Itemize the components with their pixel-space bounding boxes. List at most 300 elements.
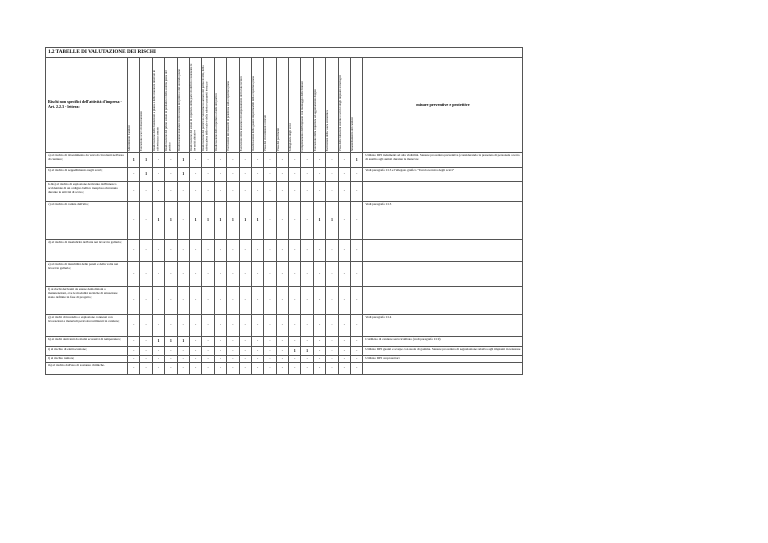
- risk-value-cell: -: [227, 356, 239, 363]
- risk-value-cell: -: [128, 337, 140, 347]
- risk-value-cell: -: [239, 287, 251, 315]
- risk-value-cell: -: [313, 363, 325, 375]
- activity-column-header: [189, 58, 201, 153]
- preventive-measures: Utilizzo DPI otoprotettori: [363, 356, 523, 363]
- risk-value-cell: -: [351, 347, 363, 356]
- risk-value-cell: -: [313, 337, 325, 347]
- risk-value-cell: 1: [326, 202, 338, 240]
- risk-value-cell: 1: [202, 202, 214, 240]
- preventive-measures: Utilizzo DPI guanti e scarpe con suola di gomma. Stesure procedura di segnalazione relativa agli impianti in tensione: [363, 347, 523, 356]
- risk-value-cell: -: [301, 153, 313, 168]
- risk-value-cell: -: [313, 356, 325, 363]
- risk-value-cell: -: [214, 356, 226, 363]
- risk-value-cell: -: [338, 347, 350, 356]
- risk-value-cell: -: [264, 262, 276, 287]
- risk-value-cell: -: [326, 262, 338, 287]
- risk-value-cell: -: [165, 153, 177, 168]
- activity-column-header: [289, 58, 301, 153]
- risk-value-cell: -: [276, 262, 288, 287]
- risk-value-cell: -: [351, 240, 363, 262]
- risk-value-cell: -: [313, 182, 325, 202]
- risk-value-cell: -: [189, 262, 201, 287]
- preventive-measures: [363, 182, 523, 202]
- risk-value-cell: -: [301, 337, 313, 347]
- risk-value-cell: 1: [301, 347, 313, 356]
- risk-value-cell: -: [189, 356, 201, 363]
- risk-value-cell: 1: [189, 202, 201, 240]
- risk-value-cell: -: [313, 153, 325, 168]
- risk-value-cell: -: [289, 315, 301, 337]
- risk-description: h) ai rischi derivanti da sbalzi eccessivi di temperatura;: [46, 337, 128, 347]
- risk-value-cell: -: [239, 347, 251, 356]
- risk-value-cell: -: [128, 182, 140, 202]
- preventive-measures: L'utilizzo di cantiere sarà ricalibato (vedi paragrafo C19): [363, 337, 523, 347]
- risk-description: d) al rischio di insalubrità dell'aria nei lavori in galleria;: [46, 240, 128, 262]
- risk-value-cell: 1: [214, 202, 226, 240]
- risk-value-cell: -: [313, 168, 325, 182]
- risk-value-cell: -: [165, 262, 177, 287]
- risk-value-cell: -: [165, 315, 177, 337]
- risk-value-cell: -: [140, 287, 152, 315]
- risk-value-cell: -: [338, 356, 350, 363]
- risk-value-cell: -: [128, 168, 140, 182]
- risk-value-cell: -: [251, 168, 263, 182]
- risk-value-cell: -: [289, 287, 301, 315]
- table-row: [46, 287, 523, 315]
- preventive-measures: Vedi paragrafo C14: [363, 315, 523, 337]
- risk-value-cell: -: [326, 315, 338, 337]
- risk-value-cell: -: [301, 168, 313, 182]
- risk-value-cell: -: [140, 202, 152, 240]
- table-row: [46, 202, 523, 240]
- risk-value-cell: -: [165, 363, 177, 375]
- risk-value-cell: -: [189, 363, 201, 375]
- preventive-measures: Utilizzo DPI indumenti ad alta visibilità. Stesure procedura preventiva (considerando la presenza di personale a terra di ausilio agli autisti durante le manovre: [363, 153, 523, 168]
- risk-value-cell: -: [313, 262, 325, 287]
- risk-value-cell: -: [227, 337, 239, 347]
- risk-value-cell: -: [214, 262, 226, 287]
- risk-value-cell: -: [276, 356, 288, 363]
- activity-column-label: Posa delle tubazioni esterne e servizi degli impianti tecnologici: [337, 75, 342, 151]
- risk-value-cell: -: [251, 356, 263, 363]
- risk-value-cell: -: [338, 337, 350, 347]
- risk-value-cell: -: [189, 153, 201, 168]
- risk-value-cell: -: [351, 287, 363, 315]
- risk-value-cell: -: [214, 153, 226, 168]
- risk-value-cell: -: [251, 337, 263, 347]
- risk-value-cell: -: [289, 337, 301, 347]
- risk-value-cell: -: [276, 168, 288, 182]
- activity-column-label: Realizzazione delle guaine impermeabili della copertura piana: [250, 76, 255, 151]
- risk-value-cell: -: [289, 202, 301, 240]
- activity-column-label: Realizzazione dei portici in calcestruzzo armato del primo livello, della soletta piena delle scale e della soletta e parapetti terrazzo: [201, 65, 209, 151]
- table-row: [46, 182, 523, 202]
- risk-value-cell: -: [177, 315, 189, 337]
- risk-value-cell: 1: [140, 153, 152, 168]
- activity-column-label: Posa dei pavimenti: [275, 128, 280, 151]
- risk-value-cell: -: [264, 287, 276, 315]
- risk-value-cell: -: [227, 168, 239, 182]
- risk-value-cell: 1: [165, 337, 177, 347]
- risk-value-cell: -: [152, 240, 164, 262]
- risk-value-cell: -: [177, 363, 189, 375]
- risk-value-cell: 1: [251, 202, 263, 240]
- risk-value-cell: -: [227, 347, 239, 356]
- activity-column-label: Esecuzione della copertura ad aggottamento doppio: [312, 88, 317, 151]
- activity-column-label: Completamento dell'impianto con montaggio delle finiture: [300, 80, 305, 151]
- risk-value-cell: -: [189, 240, 201, 262]
- risk-value-cell: -: [338, 287, 350, 315]
- risk-value-cell: -: [214, 240, 226, 262]
- risk-value-cell: -: [251, 315, 263, 337]
- risk-value-cell: -: [202, 240, 214, 262]
- risk-value-cell: -: [276, 202, 288, 240]
- risk-value-cell: -: [251, 347, 263, 356]
- table-row: [46, 315, 523, 337]
- risk-value-cell: -: [202, 262, 214, 287]
- risk-value-cell: -: [351, 182, 363, 202]
- risk-value-cell: -: [227, 182, 239, 202]
- risk-value-cell: -: [289, 168, 301, 182]
- risk-value-cell: -: [326, 337, 338, 347]
- risk-value-cell: -: [326, 356, 338, 363]
- risk-value-cell: -: [152, 287, 164, 315]
- risk-value-cell: -: [189, 182, 201, 202]
- risk-value-cell: 1: [165, 202, 177, 240]
- risk-value-cell: 1: [177, 337, 189, 347]
- activity-column-header: [264, 58, 276, 153]
- risk-value-cell: -: [152, 168, 164, 182]
- risk-value-cell: -: [189, 315, 201, 337]
- risk-value-cell: -: [239, 182, 251, 202]
- risk-value-cell: -: [313, 347, 325, 356]
- risk-value-cell: -: [165, 240, 177, 262]
- risk-value-cell: -: [338, 262, 350, 287]
- risk-value-cell: -: [177, 287, 189, 315]
- risk-value-cell: -: [276, 363, 288, 375]
- risk-description: m) al rischio dall'uso di sostanze chimiche.: [46, 363, 128, 375]
- activity-column-header: [152, 58, 164, 153]
- risk-value-cell: -: [177, 182, 189, 202]
- risk-value-cell: -: [264, 168, 276, 182]
- risk-value-cell: -: [152, 347, 164, 356]
- risk-value-cell: -: [140, 315, 152, 337]
- risk-value-cell: -: [264, 315, 276, 337]
- risk-value-cell: -: [177, 262, 189, 287]
- risk-value-cell: -: [326, 363, 338, 375]
- risk-description: b) al rischio di seppellimento negli scavi;: [46, 168, 128, 182]
- risk-value-cell: -: [227, 153, 239, 168]
- activity-column-header: [128, 58, 140, 153]
- risk-value-cell: -: [152, 315, 164, 337]
- risk-value-cell: -: [338, 240, 350, 262]
- risk-value-cell: -: [251, 262, 263, 287]
- risk-value-cell: -: [276, 315, 288, 337]
- activity-column-header: [214, 58, 226, 153]
- table-row: [46, 337, 523, 347]
- risk-value-cell: -: [189, 287, 201, 315]
- risk-value-cell: -: [351, 337, 363, 347]
- risk-value-cell: -: [301, 240, 313, 262]
- risk-value-cell: -: [140, 337, 152, 347]
- risk-value-cell: -: [301, 182, 313, 202]
- risk-value-cell: -: [165, 356, 177, 363]
- table-row: [46, 240, 523, 262]
- risk-value-cell: -: [264, 240, 276, 262]
- risk-description: e) al rischio di instabilità delle pareti e della volta nei lavori in galleria;: [46, 262, 128, 287]
- risk-value-cell: -: [202, 337, 214, 347]
- activity-column-header: [251, 58, 263, 153]
- activity-column-label: Realizzazione della copertura a falde del portico: [213, 93, 218, 151]
- risk-value-cell: -: [128, 262, 140, 287]
- risk-value-cell: -: [152, 363, 164, 375]
- activity-column-header: [338, 58, 350, 153]
- preventive-measures: Vedi paragrafo C13 e l'allegato grafico "Tavola tecnica degli scavi": [363, 168, 523, 182]
- risk-value-cell: 1: [313, 202, 325, 240]
- risk-value-cell: -: [301, 202, 313, 240]
- risk-value-cell: -: [128, 315, 140, 337]
- risk-value-cell: -: [227, 287, 239, 315]
- risk-value-cell: -: [152, 356, 164, 363]
- risk-value-cell: -: [128, 287, 140, 315]
- risk-assessment-document: [45, 47, 523, 375]
- risk-value-cell: -: [264, 363, 276, 375]
- risk-value-cell: -: [351, 356, 363, 363]
- preventive-measures: [363, 262, 523, 287]
- risk-value-cell: -: [338, 153, 350, 168]
- risk-value-cell: -: [152, 262, 164, 287]
- risk-value-cell: -: [177, 347, 189, 356]
- activity-column-header: [313, 58, 325, 153]
- preventive-measures: [363, 363, 523, 375]
- activity-column-label: Esecuzione dei massetti di pendenza sulla copertura piana: [226, 81, 231, 151]
- table-row: [46, 356, 523, 363]
- risk-value-cell: -: [289, 153, 301, 168]
- risk-value-cell: -: [338, 315, 350, 337]
- risk-value-cell: -: [239, 337, 251, 347]
- risk-value-cell: -: [276, 153, 288, 168]
- activity-column-header: [351, 58, 363, 153]
- activity-column-label: Allestimento Cantiere: [127, 124, 131, 151]
- activity-column-label: Smantellamento del cantiere: [350, 116, 355, 151]
- risk-value-cell: -: [140, 240, 152, 262]
- activity-column-label: Esecuzione scavi di sbancamento: [139, 110, 144, 151]
- risk-description: f) ai rischi derivanti da estese demolizioni o manutenzioni, ove le modalità tecniche di attuazione siano definite in fase di progetto;: [46, 287, 128, 315]
- activity-column-label: Realizzazione delle fondazioni a platea e delle murature interrate in calcestruzzo armato: [151, 69, 160, 151]
- activity-column-header: [239, 58, 251, 153]
- risk-value-cell: -: [326, 347, 338, 356]
- risk-value-cell: -: [301, 287, 313, 315]
- risk-value-cell: -: [338, 202, 350, 240]
- table-row: [46, 168, 523, 182]
- activity-column-header: [301, 58, 313, 153]
- risk-value-cell: -: [239, 356, 251, 363]
- risk-description: c) al rischio di caduta dall'alto;: [46, 202, 128, 240]
- risk-value-cell: -: [165, 287, 177, 315]
- risk-value-cell: -: [177, 240, 189, 262]
- activity-column-label: Realizzazione del solaio di copertura della parte di edificio contenente le tre unità abitative: [188, 63, 197, 151]
- risk-value-cell: 1: [239, 202, 251, 240]
- risk-value-cell: -: [251, 153, 263, 168]
- activity-column-label: Posa dei rivestimenti verticali: [263, 115, 268, 151]
- activity-column-header: [177, 58, 189, 153]
- risk-value-cell: -: [326, 153, 338, 168]
- risk-value-cell: 1: [152, 337, 164, 347]
- preventive-measures: Vedi paragrafo C13: [363, 202, 523, 240]
- risk-value-cell: -: [289, 240, 301, 262]
- risk-value-cell: -: [202, 153, 214, 168]
- risk-value-cell: -: [338, 182, 350, 202]
- risk-value-cell: -: [140, 262, 152, 287]
- risk-value-cell: -: [239, 168, 251, 182]
- risk-value-cell: -: [189, 168, 201, 182]
- measures-column-header: misure preventive e protettive: [363, 58, 523, 153]
- risk-value-cell: -: [165, 182, 177, 202]
- risk-value-cell: 1: [351, 153, 363, 168]
- risk-value-cell: 1: [128, 153, 140, 168]
- risk-value-cell: -: [251, 240, 263, 262]
- risk-value-cell: -: [189, 337, 201, 347]
- risk-value-cell: -: [239, 153, 251, 168]
- header-row: [46, 58, 523, 153]
- risk-value-cell: -: [202, 182, 214, 202]
- risk-value-cell: -: [214, 182, 226, 202]
- preventive-measures: [363, 287, 523, 315]
- activity-column-header: [140, 58, 152, 153]
- risk-value-cell: -: [301, 363, 313, 375]
- risk-value-cell: -: [251, 182, 263, 202]
- table-row: [46, 262, 523, 287]
- risk-value-cell: -: [276, 287, 288, 315]
- risk-value-cell: -: [202, 287, 214, 315]
- risk-value-cell: -: [264, 153, 276, 168]
- risk-description: i) al rischio di elettrocuzione;: [46, 347, 128, 356]
- risk-value-cell: 1: [289, 347, 301, 356]
- risk-value-cell: -: [214, 287, 226, 315]
- risk-value-cell: -: [264, 202, 276, 240]
- risk-value-cell: -: [214, 337, 226, 347]
- risk-value-cell: 1: [140, 168, 152, 182]
- risk-value-cell: 1: [177, 153, 189, 168]
- risk-value-cell: -: [289, 363, 301, 375]
- risk-value-cell: -: [264, 356, 276, 363]
- table-row: [46, 363, 523, 375]
- risk-value-cell: -: [202, 168, 214, 182]
- table-row: [46, 153, 523, 168]
- risk-value-cell: -: [165, 168, 177, 182]
- risk-description: b-bis) al rischio di esplosione derivante dall'innesco accidentale di un ordigno bellico inesploso rinvenuto durante le attività di scavo;: [46, 182, 128, 202]
- risk-value-cell: 1: [227, 202, 239, 240]
- risk-description: g) ai rischi di incendio o esplosione connessi con lavorazioni e materiali pericolosi utilizzati in cantiere;: [46, 315, 128, 337]
- activity-column-header: [165, 58, 177, 153]
- risk-value-cell: -: [140, 347, 152, 356]
- risk-value-cell: -: [276, 182, 288, 202]
- risk-value-cell: -: [313, 287, 325, 315]
- activity-column-header: [276, 58, 288, 153]
- risk-value-cell: -: [264, 337, 276, 347]
- activity-column-label: Realizzazione del primo solaio in predalles e della soletta piena del portico: [164, 70, 172, 151]
- risk-value-cell: -: [165, 347, 177, 356]
- risk-value-cell: -: [301, 315, 313, 337]
- activity-column-header: [202, 58, 214, 153]
- risk-column-header: Rischi non specifici dell'attività d'impresa - Art. 2.2.3 - lettera:: [46, 58, 128, 153]
- risk-value-cell: -: [140, 356, 152, 363]
- risk-value-cell: -: [128, 347, 140, 356]
- risk-value-cell: -: [351, 262, 363, 287]
- risk-value-cell: -: [276, 337, 288, 347]
- preventive-measures: [363, 240, 523, 262]
- risk-value-cell: -: [239, 240, 251, 262]
- risk-value-cell: -: [301, 356, 313, 363]
- activity-column-header: [326, 58, 338, 153]
- risk-value-cell: -: [177, 202, 189, 240]
- activity-column-label: Esecuzione della muratura di tamponamento del locale tecnico: [238, 75, 243, 151]
- risk-value-cell: -: [214, 347, 226, 356]
- risk-value-cell: -: [301, 262, 313, 287]
- risk-value-cell: -: [326, 287, 338, 315]
- activity-column-label: Sollogiatura degli scavi: [288, 122, 293, 151]
- risk-value-cell: -: [202, 315, 214, 337]
- risk-value-cell: -: [326, 168, 338, 182]
- risk-value-cell: -: [326, 240, 338, 262]
- risk-value-cell: -: [289, 356, 301, 363]
- risk-description: l) al rischio rumore;: [46, 356, 128, 363]
- risk-value-cell: -: [227, 240, 239, 262]
- risk-value-cell: -: [351, 363, 363, 375]
- risk-value-cell: -: [152, 153, 164, 168]
- risk-value-cell: -: [276, 240, 288, 262]
- risk-value-cell: -: [227, 363, 239, 375]
- activity-column-label: Realizzazione murature in elevazione del primo e del secondo piano: [176, 69, 181, 151]
- risk-value-cell: -: [214, 168, 226, 182]
- risk-value-cell: -: [128, 363, 140, 375]
- risk-value-cell: -: [140, 182, 152, 202]
- risk-value-cell: -: [140, 363, 152, 375]
- title-row: [46, 48, 523, 58]
- risk-value-cell: -: [227, 262, 239, 287]
- risk-value-cell: -: [251, 363, 263, 375]
- risk-value-cell: -: [239, 262, 251, 287]
- risk-value-cell: -: [128, 356, 140, 363]
- risk-value-cell: -: [351, 168, 363, 182]
- activity-column-header: [227, 58, 239, 153]
- table-title: 1.2 TABELLE DI VALUTAZIONE DEI RISCHI: [46, 48, 523, 58]
- risk-value-cell: -: [214, 315, 226, 337]
- risk-value-cell: 1: [177, 168, 189, 182]
- risk-value-cell: -: [351, 315, 363, 337]
- risk-value-cell: -: [128, 240, 140, 262]
- risk-value-cell: -: [239, 363, 251, 375]
- risk-value-cell: -: [338, 363, 350, 375]
- activity-column-label: Esecuzione della vasca economica: [325, 109, 330, 151]
- risk-value-cell: -: [177, 356, 189, 363]
- risk-value-cell: -: [202, 356, 214, 363]
- risk-value-cell: 1: [152, 202, 164, 240]
- risk-value-cell: -: [202, 363, 214, 375]
- risk-value-cell: -: [264, 182, 276, 202]
- risk-value-cell: -: [128, 202, 140, 240]
- risk-value-cell: -: [227, 315, 239, 337]
- risk-value-cell: -: [313, 240, 325, 262]
- risk-value-cell: -: [289, 262, 301, 287]
- risk-description: a) al rischio di investimento da veicoli circolanti nell'area di cantiere;: [46, 153, 128, 168]
- risk-value-cell: -: [276, 347, 288, 356]
- risk-value-cell: -: [189, 347, 201, 356]
- table-row: [46, 347, 523, 356]
- risk-value-cell: -: [338, 168, 350, 182]
- risk-value-cell: -: [239, 315, 251, 337]
- risk-value-cell: -: [251, 287, 263, 315]
